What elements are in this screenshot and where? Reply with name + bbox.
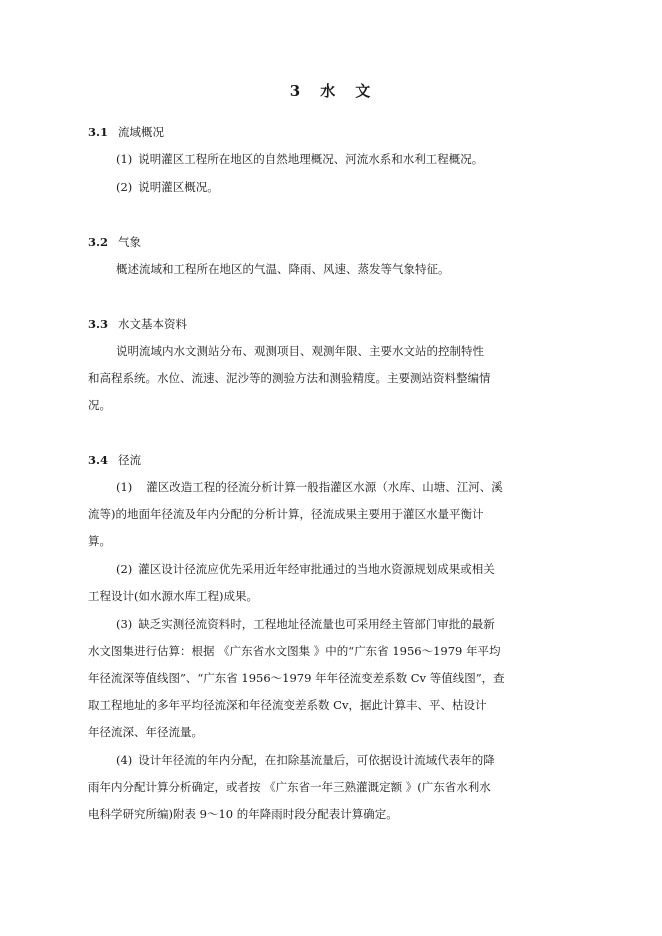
paragraph-line: 概述流域和工程所在地区的气温、降雨、风速、蒸发等气象特征。 xyxy=(116,262,450,276)
section-title: 径流 xyxy=(118,453,141,467)
paragraph-line: 年径流深、年径流量。 xyxy=(88,725,203,739)
item-text: 灌区设计径流应优先采用近年经审批通过的当地水资源规划成果或相关 xyxy=(138,562,495,576)
section-title: 流域概况 xyxy=(118,125,164,139)
list-item xyxy=(116,151,483,167)
section-heading xyxy=(88,124,164,140)
section-number: 3.2 xyxy=(88,235,109,249)
paragraph-line xyxy=(116,752,495,768)
paragraph-line: 电科学研究所编)附表 9～10 的年降雨时段分配表计算确定。 xyxy=(88,807,398,821)
item-number: (1) xyxy=(116,480,133,494)
item-text: 说明灌区工程所在地区的自然地理概况、河流水系和水利工程概况。 xyxy=(138,152,484,166)
section-number: 3.3 xyxy=(88,317,109,331)
paragraph-line: 取工程地址的多年平均径流深和年径流变差系数 Cv，据此计算丰、平、枯设计 xyxy=(88,698,487,712)
chapter-title-char-1: 水 xyxy=(320,82,338,100)
paragraph-line xyxy=(116,479,503,495)
item-number: (3) xyxy=(116,617,133,631)
list-item xyxy=(116,179,219,195)
paragraph-line: 况。 xyxy=(88,398,111,412)
item-number: (4) xyxy=(116,753,133,767)
section-heading xyxy=(88,316,187,332)
paragraph-line xyxy=(116,561,495,577)
paragraph-line xyxy=(116,616,495,632)
section-heading xyxy=(88,234,141,250)
item-text: 设计年径流的年内分配，在扣除基流量后，可依据设计流域代表年的降 xyxy=(138,753,495,767)
paragraph-line: 水文图集进行估算：根据 《广东省水文图集 》中的“广东省 1956～1979 年平均 xyxy=(88,644,501,658)
item-text: 缺乏实测径流资料时，工程地址径流量也可采用经主管部门审批的最新 xyxy=(138,617,495,631)
paragraph-line: 雨年内分配计算分析确定，或者按 《广东省一年三熟灌溉定额 》(广东省水利水 xyxy=(88,780,491,794)
paragraph-line: 年径流深等值线图”、“广东省 1956～1979 年年径流变差系数 Cv 等值线图”，查 xyxy=(88,671,505,685)
item-text: 灌区改造工程的径流分析计算一般指灌区水源（水库、山塘、江河、溪 xyxy=(146,480,503,494)
item-number: (1) xyxy=(116,152,133,166)
section-title: 水文基本资料 xyxy=(118,317,187,331)
item-number: (2) xyxy=(116,562,133,576)
paragraph-line: 和高程系统。水位、流速、泥沙等的测验方法和测验精度。主要测站资料整编情 xyxy=(88,371,491,385)
paragraph-line: 流等)的地面年径流及年内分配的分析计算，径流成果主要用于灌区水量平衡计 xyxy=(88,507,484,521)
chapter-number: 3 xyxy=(289,82,303,100)
item-text: 说明灌区概况。 xyxy=(138,180,219,194)
section-title: 气象 xyxy=(118,235,141,249)
item-number: (2) xyxy=(116,180,133,194)
page-title xyxy=(0,80,662,101)
paragraph-line: 算。 xyxy=(88,534,111,548)
section-heading xyxy=(88,452,141,468)
section-number: 3.1 xyxy=(88,125,109,139)
paragraph-line: 说明流域内水文测站分布、观测项目、观测年限、主要水文站的控制特性 xyxy=(116,344,484,358)
chapter-title-char-2: 文 xyxy=(355,82,373,100)
paragraph-line: 工程设计(如水源水库工程)成果。 xyxy=(88,589,258,603)
section-number: 3.4 xyxy=(88,453,109,467)
